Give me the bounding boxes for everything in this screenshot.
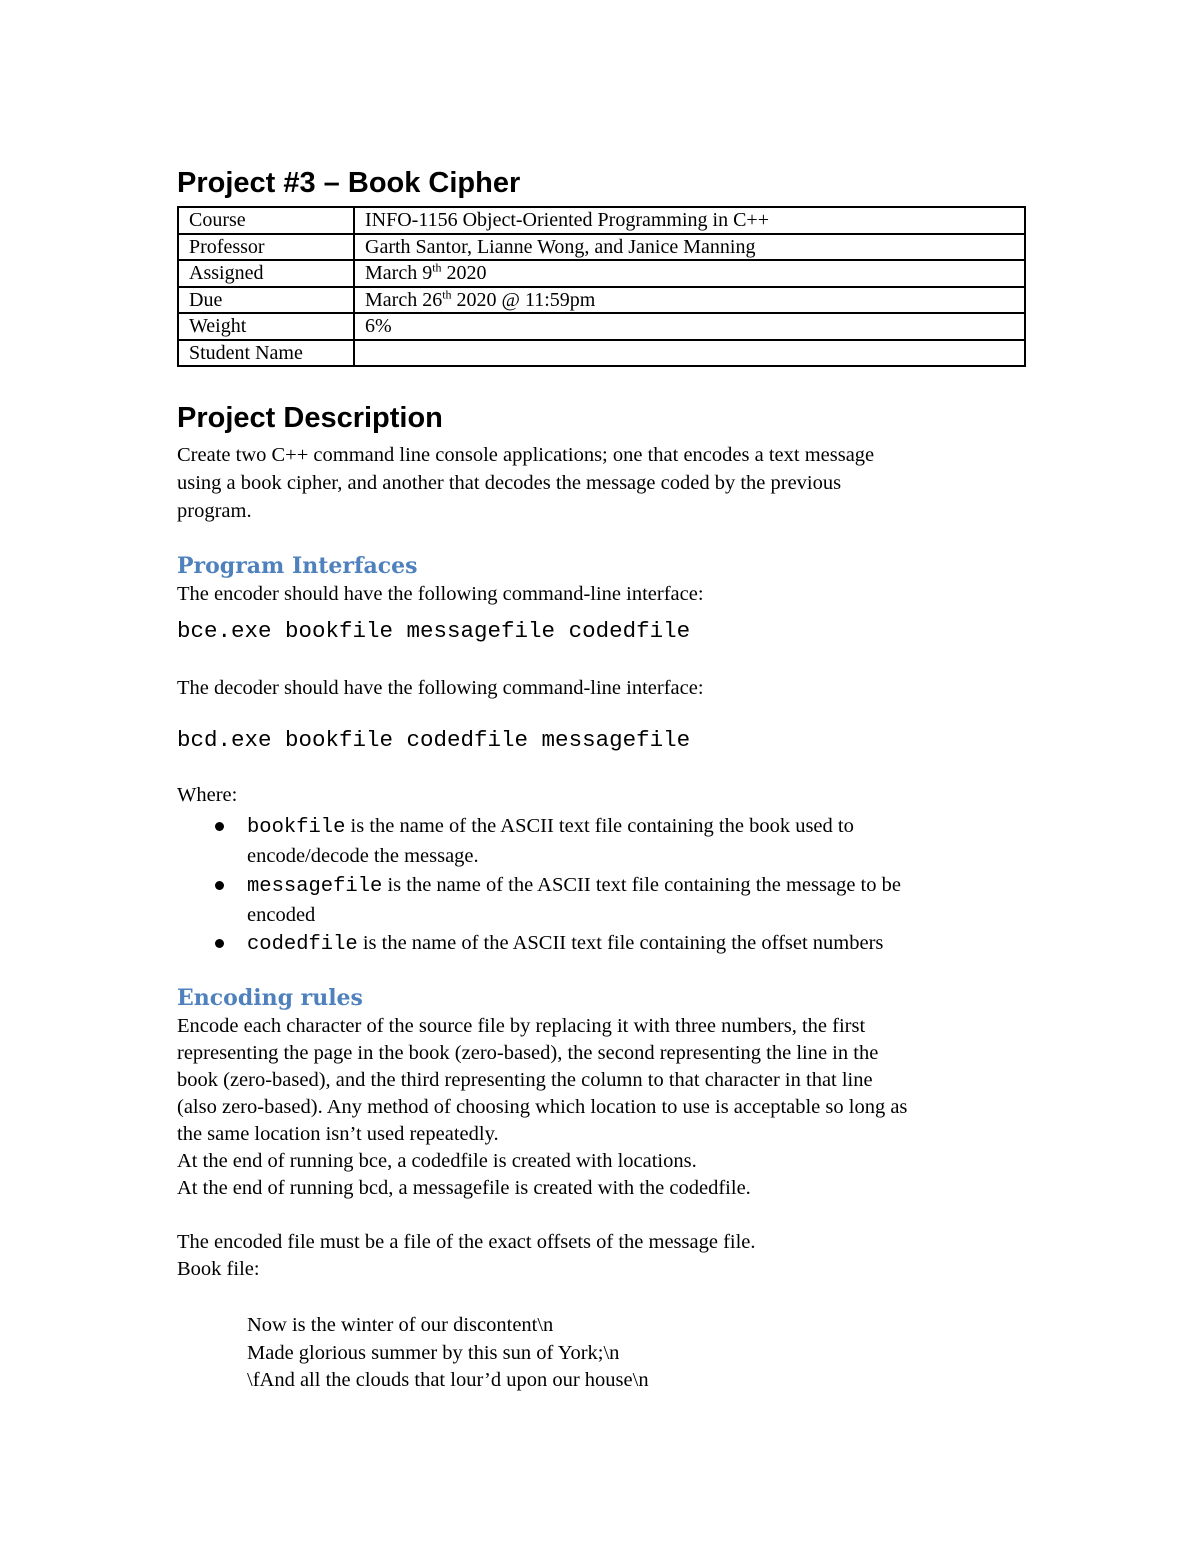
encoding-line-3: book (zero-based), and the third representing the column to that character in that line: [177, 1069, 873, 1091]
list-item: [177, 929, 1027, 959]
assigned-month: March 9: [365, 262, 433, 285]
due-month: March 26: [365, 288, 443, 311]
encoding-line-1: Encode each character of the source file by replacing it with three numbers, the first: [177, 1015, 866, 1037]
decoder-intro: The decoder should have the following command-line interface:: [177, 677, 704, 699]
encoding-line-5: the same location isn’t used repeatedly.: [177, 1123, 499, 1145]
bullet-icon: [215, 939, 224, 948]
project-description-heading: Project Description: [177, 402, 443, 434]
messagefile-description: is the name of the ASCII text file containing the message to be: [382, 873, 901, 896]
table-row: [178, 313, 1025, 340]
encoding-bce-result: At the end of running bce, a codedfile is created with locations.: [177, 1150, 697, 1172]
table-row: [178, 234, 1025, 261]
table-row: [178, 287, 1025, 314]
assigned-ordinal: th: [432, 260, 442, 275]
book-file-label: Book file:: [177, 1258, 260, 1280]
table-row: [178, 207, 1025, 234]
encoding-rules-heading: Encoding rules: [177, 985, 363, 1011]
description-line-1: Create two C++ command line console applications; one that encodes a text message: [177, 444, 875, 466]
messagefile-term: messagefile: [247, 874, 383, 898]
bullet-icon: [215, 822, 224, 831]
program-interfaces-heading: Program Interfaces: [177, 553, 418, 579]
book-line-1: Now is the winter of our discontent\n: [247, 1314, 554, 1336]
due-value: [354, 287, 1025, 314]
description-line-3: program.: [177, 500, 252, 522]
table-row: [178, 340, 1025, 367]
messagefile-description-cont: encoded: [247, 903, 316, 926]
encoder-intro: The encoder should have the following command-line interface:: [177, 583, 704, 605]
professor-value: Garth Santor, Lianne Wong, and Janice Manning: [354, 234, 1025, 261]
assigned-year: 2020: [441, 262, 487, 285]
weight-value: 6%: [354, 313, 1025, 340]
student-name-value: [354, 340, 1025, 367]
project-info-table: [177, 206, 1026, 367]
book-line-2: Made glorious summer by this sun of York;\n: [247, 1342, 620, 1364]
decoder-command: bcd.exe bookfile codedfile messagefile: [177, 727, 691, 753]
book-line-3: \fAnd all the clouds that lour’d upon our house\n: [247, 1369, 649, 1391]
description-line-2: using a book cipher, and another that decodes the message coded by the previous: [177, 472, 842, 494]
due-ordinal: th: [442, 287, 452, 302]
student-name-label: Student Name: [178, 340, 354, 367]
list-item: [177, 871, 1027, 929]
where-label: Where:: [177, 784, 238, 806]
bullet-icon: [215, 881, 224, 890]
assigned-label: Assigned: [178, 260, 354, 287]
encoding-bcd-result: At the end of running bcd, a messagefile is created with the codedfile.: [177, 1177, 751, 1199]
encoder-command: bce.exe bookfile messagefile codedfile: [177, 618, 691, 644]
bookfile-term: bookfile: [247, 816, 346, 839]
course-value: INFO-1156 Object-Oriented Programming in C++: [354, 207, 1025, 234]
list-item: [177, 812, 1027, 870]
course-label: Course: [178, 207, 354, 234]
document-title: Project #3 – Book Cipher: [177, 167, 521, 199]
weight-label: Weight: [178, 313, 354, 340]
professor-label: Professor: [178, 234, 354, 261]
encoded-file-note: The encoded file must be a file of the exact offsets of the message file.: [177, 1231, 756, 1253]
assigned-value: [354, 260, 1025, 287]
codedfile-description: is the name of the ASCII text file containing the offset numbers: [357, 932, 884, 954]
due-rest: 2020 @ 11:59pm: [451, 288, 596, 311]
bookfile-description: is the name of the ASCII text file containing the book used to: [345, 815, 854, 837]
encoding-line-2: representing the page in the book (zero-based), the second representing the line in the: [177, 1042, 879, 1064]
bookfile-description-cont: encode/decode the message.: [247, 845, 479, 867]
codedfile-term: codedfile: [247, 933, 358, 956]
encoding-line-4: (also zero-based). Any method of choosing which location to use is acceptable so long as: [177, 1096, 908, 1118]
table-row: [178, 260, 1025, 287]
file-argument-list: [177, 812, 1027, 960]
due-label: Due: [178, 287, 354, 314]
